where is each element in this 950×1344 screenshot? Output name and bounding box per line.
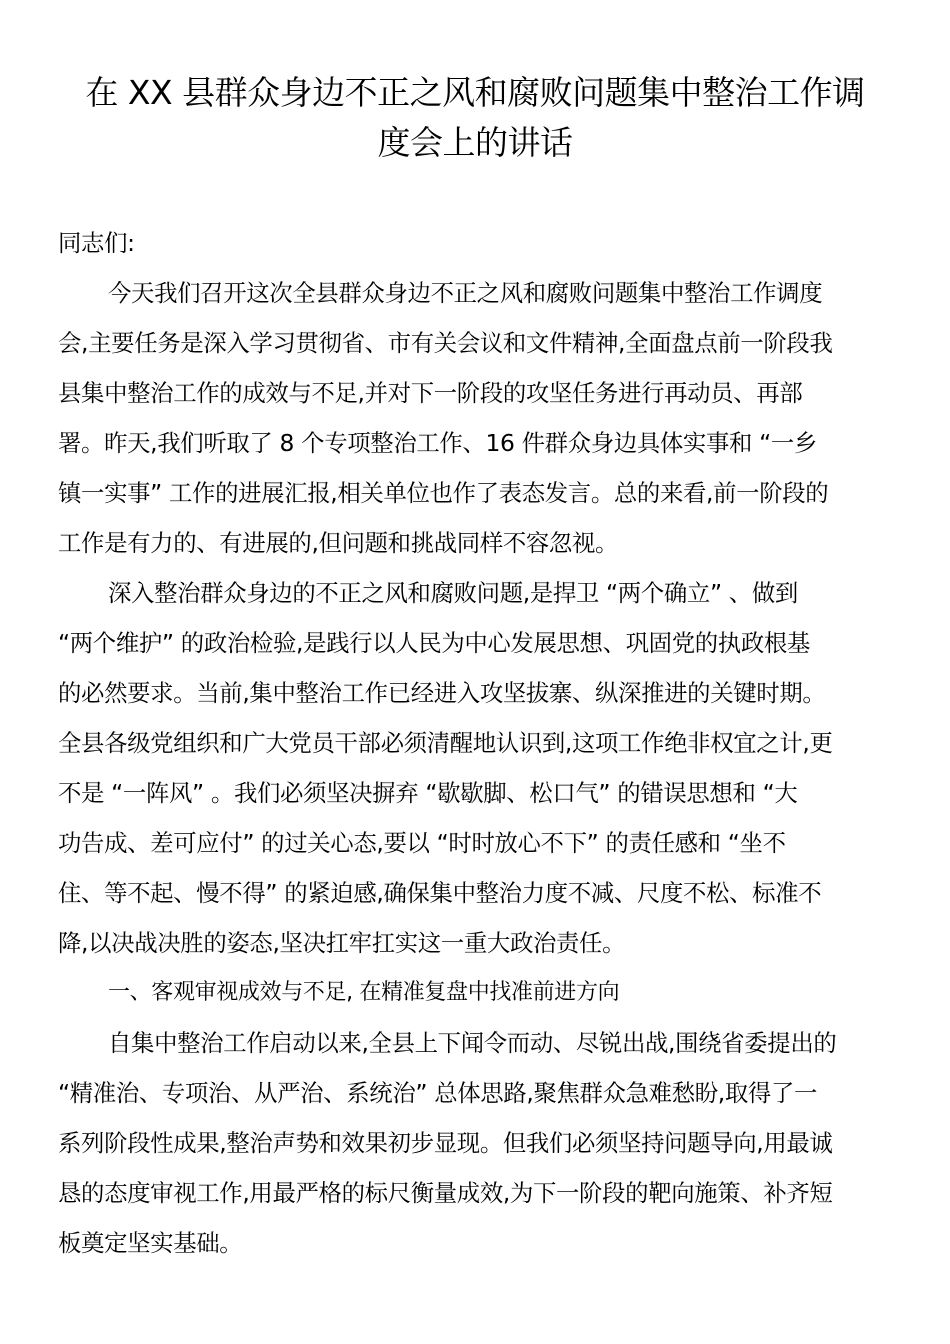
paragraph-line: 系列阶段性成果,整治声势和效果初步显现。但我们必须坚持问题导向,用最诚 [58, 1129, 833, 1157]
paragraph-line: 工作是有力的、有进展的,但问题和挑战同样不容忽视。 [58, 529, 619, 557]
title-line-2: 度会上的讲话 [377, 123, 573, 162]
paragraph-line: 署。昨天,我们听取了 8 个专项整治工作、16 件群众身边具体实事和 “一乡 [58, 429, 817, 457]
paragraph-line: 镇一实事” 工作的进展汇报,相关单位也作了表态发言。总的来看,前一阶段的 [58, 479, 829, 507]
paragraph-review [58, 1018, 898, 1268]
paragraph-line: 板奠定坚实基础。 [58, 1229, 243, 1257]
paragraph-line: 功告成、差可应付” 的过关心态,要以 “时时放心不下” 的责任感和 “坐不 [58, 829, 786, 857]
paragraph-opening [58, 268, 898, 568]
section-heading: 一、客观审视成效与不足, 在精准复盘中找准前进方向 [108, 980, 620, 1005]
paragraph-line: 县集中整治工作的成效与不足,并对下一阶段的攻坚任务进行再动员、再部 [58, 379, 803, 407]
salutation: 同志们: [58, 229, 135, 257]
paragraph-significance [58, 568, 898, 968]
paragraph-line: 的必然要求。当前,集中整治工作已经进入攻坚拔寨、纵深推进的关键时期。 [58, 679, 826, 707]
paragraph-line: 自集中整治工作启动以来,全县上下闻令而动、尽锐出战,围绕省委提出的 [108, 1029, 837, 1057]
document-title [40, 68, 910, 168]
paragraph-line: 住、等不起、慢不得” 的紧迫感,确保集中整治力度不减、尺度不松、标准不 [58, 879, 822, 907]
title-line-1: 在 XX 县群众身边不正之风和腐败问题集中整治工作调 [85, 73, 865, 112]
document-body [58, 218, 898, 1268]
paragraph-line: 恳的态度审视工作,用最严格的标尺衡量成效,为下一阶段的靶向施策、补齐短 [58, 1179, 833, 1207]
paragraph-line: “两个维护” 的政治检验,是践行以人民为中心发展思想、巩固党的执政根基 [58, 629, 810, 657]
section-heading-1 [58, 968, 898, 1018]
paragraph-line: 不是 “一阵风” 。我们必须坚决摒弃 “歇歇脚、松口气” 的错误思想和 “大 [58, 779, 798, 807]
paragraph-line: 深入整治群众身边的不正之风和腐败问题,是捍卫 “两个确立” 、做到 [108, 579, 798, 607]
paragraph-line: 会,主要任务是深入学习贯彻省、市有关会议和文件精神,全面盘点前一阶段我 [58, 329, 833, 357]
paragraph-line: 降,以决战决胜的姿态,坚决扛牢扛实这一重大政治责任。 [58, 929, 626, 957]
paragraph-line: 全县各级党组织和广大党员干部必须清醒地认识到,这项工作绝非权宜之计,更 [58, 729, 833, 757]
paragraph-line: “精准治、专项治、从严治、系统治” 总体思路,聚焦群众急难愁盼,取得了一 [58, 1079, 818, 1107]
paragraph-line: 今天我们召开这次全县群众身边不正之风和腐败问题集中整治工作调度 [108, 279, 823, 307]
